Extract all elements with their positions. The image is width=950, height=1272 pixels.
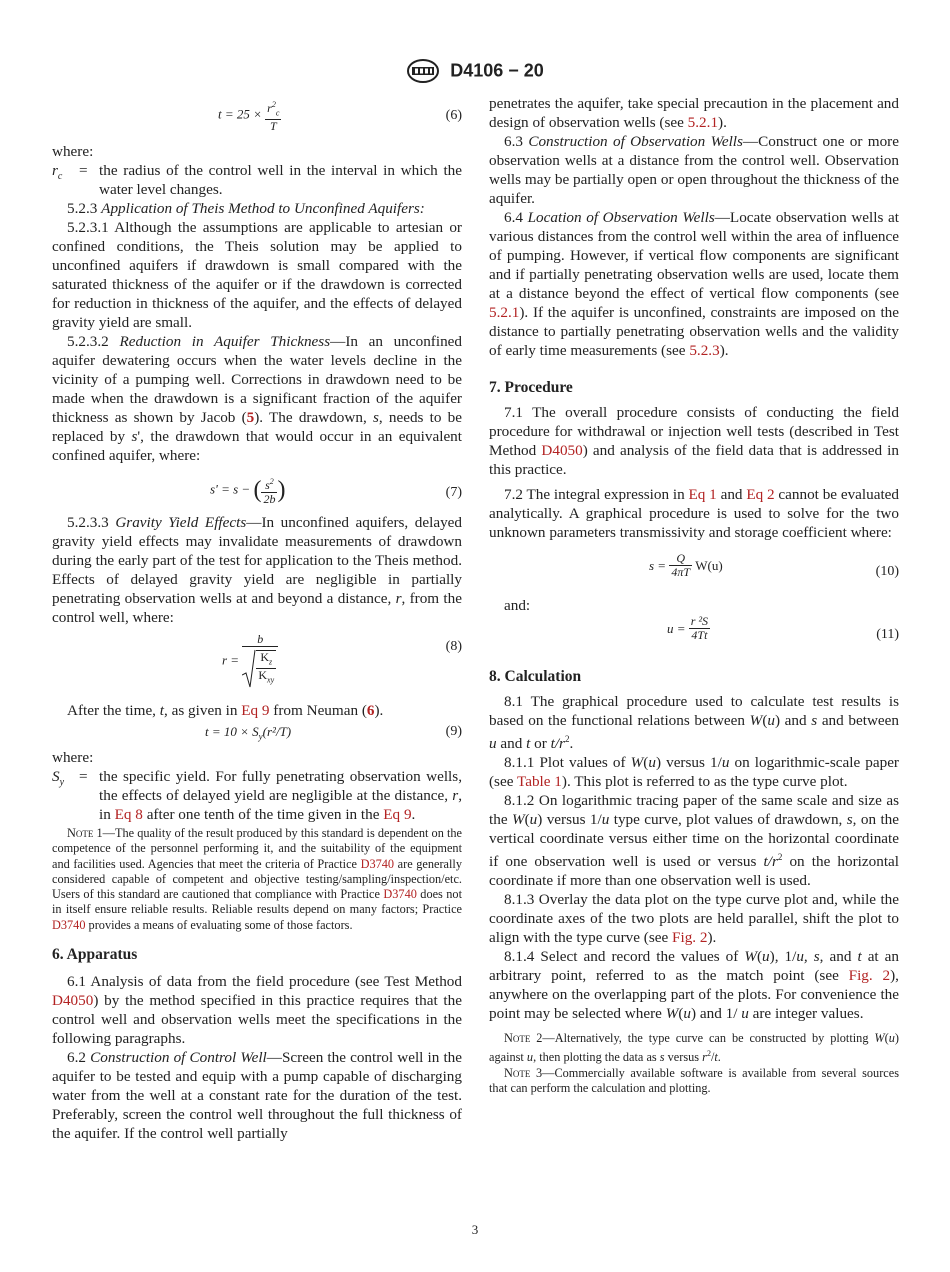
p812-u2: u bbox=[601, 811, 610, 829]
document-designation: D4106 − 20 bbox=[450, 60, 544, 81]
eq7-lhs: s' = s − bbox=[210, 481, 251, 497]
eq8-number: (8) bbox=[445, 639, 462, 654]
para-8-1-3 bbox=[489, 890, 899, 947]
s523-link[interactable]: 5.2.3 bbox=[689, 342, 720, 359]
para-6-1 bbox=[52, 972, 462, 1048]
para-5-2-3-2 bbox=[52, 332, 462, 465]
eq8-lhs: r = bbox=[222, 652, 240, 668]
p72-a: 7.2 The integral expression in bbox=[504, 486, 689, 503]
note-2 bbox=[489, 1031, 899, 1066]
note2-f: / bbox=[710, 1050, 715, 1065]
p5232-num: 5.2.3.2 bbox=[67, 333, 109, 350]
p81-d: and between bbox=[817, 712, 899, 729]
p811-d: on logarithmic-scale paper (see bbox=[489, 754, 899, 791]
p811-w: W bbox=[630, 754, 644, 772]
d3740-link-1[interactable]: D3740 bbox=[360, 856, 395, 871]
p814-i: ) and 1/ bbox=[691, 1005, 742, 1023]
equation-11 bbox=[489, 615, 899, 655]
eq6-fraction bbox=[265, 98, 281, 133]
p814-c: ), 1/ bbox=[769, 948, 797, 966]
para-6-3 bbox=[489, 132, 899, 208]
eq8-kxy-sub: xy bbox=[267, 675, 275, 685]
p812-b: ( bbox=[524, 811, 530, 829]
note2-u: u bbox=[888, 1031, 895, 1046]
p814-a: 8.1.4 Select and record the values of bbox=[504, 948, 745, 966]
p61-b: ) by the method specified in this practice requires that the control well and observation wells meet the specifications in the following paragraphs. bbox=[52, 992, 462, 1048]
def-sy-sym: S bbox=[52, 768, 60, 785]
p814-e: , and bbox=[819, 948, 858, 966]
s521-link-1[interactable]: 5.2.1 bbox=[687, 114, 719, 131]
p5233-title: Gravity Yield Effects bbox=[115, 514, 247, 531]
p64-b: ). If the aquifer is unconfined, constraints are imposed on the distance to partially penetrating observation wells and the validity of early time measurements (see bbox=[489, 304, 899, 359]
note2-sup: 2 bbox=[706, 1049, 711, 1059]
p5232-s: s bbox=[372, 409, 379, 426]
p812-s: s bbox=[846, 811, 853, 829]
section-7-heading: 7. Procedure bbox=[489, 379, 573, 396]
where-label-1: where: bbox=[52, 143, 94, 160]
note2-a: 2—Alternatively, the type curve can be constructed by plotting bbox=[530, 1031, 875, 1046]
eq1-link[interactable]: Eq 1 bbox=[688, 486, 717, 503]
p814-w: W bbox=[744, 948, 757, 966]
eq9-sub: y bbox=[258, 731, 263, 742]
p5232-sp: s bbox=[131, 428, 138, 445]
p812-c: ) versus 1/ bbox=[537, 811, 602, 829]
note2-e: versus bbox=[664, 1050, 703, 1065]
para-8-1-1 bbox=[489, 753, 899, 791]
def-rc-eq: = bbox=[79, 162, 88, 179]
eq6-lhs: t = 25 × bbox=[218, 106, 262, 122]
equation-9 bbox=[52, 720, 462, 744]
p64-num: 6.4 bbox=[504, 209, 523, 226]
p812-a: 8.1.2 On logarithmic tracing paper of the same scale and size as the bbox=[489, 792, 899, 829]
p812-w: W bbox=[511, 811, 525, 829]
right-column bbox=[489, 94, 899, 1096]
eq10-rhs: W(u) bbox=[695, 558, 723, 573]
p72-c: cannot be evaluated analytically. A graphical procedure is used to solve for the two unknown parameters transmissivity and storage coefficient where: bbox=[489, 486, 900, 541]
p5233-r: r bbox=[395, 590, 402, 607]
para-5-2-3-1: 5.2.3.1 Although the assumptions are applicable to artesian or confined conditions, the Theis solution may be applied to unconfined aquifers if drawdown is small compared with the saturated thickness of the aquifer or if the drawdown is corrected for reduction in thickness of the aquifer, and the effects of delayed gravity yield are small. bbox=[52, 219, 462, 331]
p812-e: , on the vertical coordinate versus either time on the horizontal coordinate if one observation well is used or versus bbox=[489, 811, 899, 871]
p81-t: t bbox=[526, 735, 531, 753]
p811-u: u bbox=[648, 754, 656, 772]
note3-text: 3—Commercially available software is available from several sources that can perform the calculation and plotting. bbox=[489, 1065, 899, 1096]
p811-c: ) versus 1/ bbox=[655, 754, 722, 772]
p81-sup: 2 bbox=[564, 734, 570, 744]
eq6-number: (6) bbox=[445, 108, 462, 123]
para-8-1-4 bbox=[489, 947, 899, 1023]
p811-a: 8.1.1 Plot values of bbox=[504, 754, 631, 772]
note2-d: , then plotting the data as bbox=[533, 1050, 660, 1065]
note-3 bbox=[489, 1066, 899, 1097]
para-8-1-2 bbox=[489, 791, 899, 890]
p814-j: are integer values. bbox=[748, 1005, 864, 1023]
after-b: , as given in bbox=[164, 702, 242, 719]
para-5-2-3 bbox=[52, 199, 462, 218]
def-sy-a: the specific yield. For fully penetrating observation wells, the effects of delayed yield are negligible at the distance, bbox=[99, 768, 462, 804]
equation-8 bbox=[52, 633, 462, 701]
definition-rc bbox=[52, 161, 462, 199]
p61-a: 6.1 Analysis of data from the field procedure (see Test Method bbox=[67, 973, 462, 991]
ref-5-link[interactable]: 5 bbox=[246, 409, 255, 426]
p812-f: on the horizontal coordinate if more than one observation well is used. bbox=[489, 853, 899, 890]
p64-c: ). bbox=[719, 342, 729, 359]
p63-title: Construction of Observation Wells bbox=[528, 133, 743, 150]
eq10-den: 4πT bbox=[671, 565, 691, 579]
after-t: t bbox=[159, 702, 165, 719]
equation-7 bbox=[52, 469, 462, 513]
def-sy-r: r bbox=[452, 787, 459, 804]
eq6-den: T bbox=[269, 119, 277, 134]
page-header bbox=[0, 58, 950, 84]
p81-w: W bbox=[749, 712, 763, 729]
para-5-2-3-3 bbox=[52, 513, 462, 627]
p64-a: —Locate observation wells at various distances from the control well within the area of influence of pumping. However, if vertical flow components are significant and if partially penetrating observation wells are used, locate them at a distance beyond the effect of vertical flow components (see bbox=[489, 209, 899, 302]
section-8-heading: 8. Calculation bbox=[489, 668, 582, 685]
note1-a: 1—The quality of the result produced by this standard is dependent on the competence of the personnel performing it, and the suitability of the equipment and facilities used. Agencies that meet the criteria of Practice bbox=[52, 826, 462, 871]
fig2-link-1[interactable]: Fig. 2 bbox=[672, 929, 708, 947]
eq10-number: (10) bbox=[875, 564, 899, 579]
definition-sy bbox=[52, 767, 462, 824]
after-a: After the time, bbox=[67, 702, 160, 719]
pcont-a: penetrates the aquifer, take special precaution in the placement and design of observation wells (see bbox=[489, 95, 899, 131]
astm-logo-icon bbox=[406, 58, 440, 84]
p81-e: and bbox=[496, 735, 527, 753]
s521-link-2[interactable]: 5.2.1 bbox=[489, 304, 520, 321]
p814-t: t bbox=[857, 948, 862, 966]
eq11-den: 4Tt bbox=[691, 628, 708, 642]
eq7-fraction bbox=[261, 475, 277, 506]
eq8-kz: K bbox=[260, 650, 269, 664]
p5232-a: —In an unconfined aquifer dewatering occurs when the water levels decline in the vicinity of a pumping well. Corrections in drawdown need to be made when the drawdown is a significant fraction of the aquifer thickness as shown by Jacob ( bbox=[52, 333, 463, 426]
p63-text: —Construct one or more observation wells at a distance from the control well. Observation wells may be partially open or open throughout the thickness of the aquifer. bbox=[489, 133, 899, 207]
def-sy-d: . bbox=[411, 806, 416, 823]
eq10-num: Q bbox=[669, 552, 692, 566]
p814-u: u bbox=[762, 948, 770, 966]
p64-title: Location of Observation Wells bbox=[527, 209, 715, 226]
p814-f: at an arbitrary point, referred to as the match point (see bbox=[489, 948, 900, 985]
p81-s: s bbox=[811, 712, 818, 729]
note2-t: t bbox=[714, 1050, 718, 1065]
p81-u2: u bbox=[489, 735, 497, 753]
p5233-a: —In unconfined aquifers, delayed gravity yield effects may invalidate measurements of drawdown during the early part of the test for application to the Theis method. Effects of delayed gravity yield are negligible in partially penetrating observation wells at and beyond a distance, bbox=[52, 514, 462, 607]
d3740-link-3[interactable]: D3740 bbox=[52, 917, 86, 932]
note2-u2: u bbox=[526, 1050, 534, 1065]
eq9-body: t = 10 × S bbox=[205, 724, 259, 739]
note3-label: Note bbox=[504, 1065, 531, 1080]
para-7-1 bbox=[489, 403, 899, 479]
p62-num: 6.2 bbox=[67, 1049, 86, 1067]
p72-b: and bbox=[716, 486, 747, 503]
para-6-2 bbox=[52, 1048, 462, 1143]
p523-title: Application of Theis Method to Unconfined Aquifers: bbox=[101, 200, 425, 217]
eq6-num-sub: c bbox=[275, 108, 280, 118]
eq8-fraction bbox=[242, 633, 278, 687]
eq7-num-sup: 2 bbox=[269, 477, 274, 486]
def-sy-c: after one tenth of the time given in the bbox=[142, 806, 384, 823]
eq11-number: (11) bbox=[876, 627, 899, 642]
equation-10 bbox=[489, 548, 899, 592]
def-sy-eq: = bbox=[79, 768, 88, 785]
d4050-link-1[interactable]: D4050 bbox=[52, 992, 94, 1010]
p81-b: ( bbox=[762, 712, 768, 729]
def-rc-text: the radius of the control well in the interval in which the water level changes. bbox=[99, 162, 462, 198]
section-6-heading: 6. Apparatus bbox=[52, 946, 138, 964]
p813-a: 8.1.3 Overlay the data plot on the type curve plot and, while the coordinate axes of the two plots are held parallel, shift the plot to align with the type curve (see bbox=[489, 891, 899, 947]
p5233-b: , from the control well, where: bbox=[52, 590, 462, 626]
p814-h: ( bbox=[678, 1005, 684, 1023]
para-after-time bbox=[52, 701, 462, 720]
note2-g: . bbox=[717, 1050, 721, 1065]
p62-title: Construction of Control Well bbox=[90, 1049, 267, 1067]
p814-g: ), anywhere on the overlapping part of the plots. For convenience the point may be selected where bbox=[489, 967, 899, 1023]
p71-a: 7.1 The overall procedure consists of conducting the field procedure for withdrawal or injection well tests (described in Test Method bbox=[489, 404, 899, 459]
p62-text: —Screen the control well in the aquifer to be tested and equip with a pump capable of discharging water from the well at a constant rate for the duration of the test. Preferably, screen the control well throughout the full thickness of the aquifer. If the control well partially bbox=[52, 1049, 463, 1143]
eq9-link-2[interactable]: Eq 9 bbox=[383, 806, 412, 823]
p814-u2: u, bbox=[796, 948, 808, 966]
eq9-number: (9) bbox=[445, 724, 462, 739]
p5232-b: ). The drawdown, bbox=[254, 409, 373, 426]
para-7-2 bbox=[489, 485, 899, 542]
p813-b: ). bbox=[707, 929, 717, 947]
p81-u: u bbox=[767, 712, 775, 729]
eq2-link[interactable]: Eq 2 bbox=[746, 486, 775, 503]
eq7-number: (7) bbox=[445, 485, 462, 500]
p81-a: 8.1 The graphical procedure used to calculate test results is based on the functional relations between bbox=[489, 693, 899, 729]
note1-b: are generally considered capable of competent and objective testing/sampling/inspection/etc. Users of this standard are cautioned that compliance with Practice bbox=[52, 856, 462, 902]
eq7-lparen: ( bbox=[253, 477, 262, 503]
p71-b: ) and analysis of the field data that is addressed in this practice. bbox=[489, 442, 899, 478]
fig2-link-2[interactable]: Fig. 2 bbox=[848, 967, 891, 985]
ref-6-link[interactable]: 6 bbox=[366, 702, 375, 719]
p814-s: s bbox=[813, 948, 820, 966]
eq8-link[interactable]: Eq 8 bbox=[114, 806, 143, 823]
table1-link[interactable]: Table 1 bbox=[516, 773, 562, 791]
eq8-num: b bbox=[242, 633, 278, 647]
after-d: ). bbox=[374, 702, 384, 719]
eq11-fraction bbox=[689, 615, 710, 642]
p523-num: 5.2.3 bbox=[67, 200, 98, 217]
def-rc-sym: r bbox=[52, 162, 58, 179]
p63-num: 6.3 bbox=[504, 133, 523, 150]
p5232-c: , needs to be replaced by bbox=[52, 409, 462, 445]
p81-g: . bbox=[569, 735, 574, 753]
d4050-link-2[interactable]: D4050 bbox=[541, 442, 583, 459]
eq6-num: r bbox=[267, 101, 272, 115]
eq8-kxy: K bbox=[258, 668, 268, 683]
pcont-b: ). bbox=[718, 114, 727, 131]
para-8-1 bbox=[489, 692, 899, 753]
p814-w2: W bbox=[665, 1005, 679, 1023]
note1-label: Note bbox=[67, 826, 94, 840]
p811-b: ( bbox=[643, 754, 649, 772]
p811-e: ). This plot is referred to as the type curve plot. bbox=[561, 773, 848, 791]
after-c: from Neuman ( bbox=[269, 702, 367, 719]
p812-u: u bbox=[529, 811, 538, 829]
note2-c: ) against bbox=[489, 1031, 899, 1065]
def-rc-sub: c bbox=[57, 171, 63, 183]
p5233-num: 5.2.3.3 bbox=[67, 514, 109, 531]
p812-sup: 2 bbox=[777, 852, 783, 863]
note2-b: ( bbox=[884, 1031, 889, 1046]
where-label-2: where: bbox=[52, 749, 94, 766]
equation-6 bbox=[52, 94, 462, 134]
sqrt-icon bbox=[242, 649, 256, 689]
page-number: 3 bbox=[471, 1222, 479, 1237]
eq11-lhs: u = bbox=[667, 621, 686, 636]
note1-c: does not in itself ensure reliable results. Reliable results depend on many factors; Practice bbox=[52, 887, 462, 917]
para-6-4 bbox=[489, 208, 899, 360]
p811-u2: u bbox=[721, 754, 730, 772]
eq10-lhs: s = bbox=[649, 558, 667, 573]
note-1 bbox=[52, 826, 462, 933]
eq7-den: 2b bbox=[263, 492, 276, 506]
para-6-2-cont bbox=[489, 94, 899, 132]
eq11-num: r ²S bbox=[690, 614, 709, 628]
eq7-rparen: ) bbox=[277, 477, 286, 503]
p81-f: or bbox=[530, 735, 551, 753]
note2-w: W bbox=[874, 1031, 885, 1046]
eq10-fraction bbox=[669, 552, 692, 579]
p814-u4: u bbox=[741, 1005, 749, 1023]
eq7-num: s bbox=[265, 478, 270, 492]
p814-b: ( bbox=[756, 948, 763, 966]
note2-s: s bbox=[659, 1050, 665, 1065]
eq9-link[interactable]: Eq 9 bbox=[241, 702, 270, 719]
p814-u3: u bbox=[683, 1005, 692, 1023]
note2-r: r bbox=[702, 1050, 707, 1065]
p5232-title: Reduction in Aquifer Thickness bbox=[119, 333, 331, 350]
p812-d: type curve, plot values of drawdown, bbox=[609, 811, 847, 829]
p81-tr: t/r bbox=[550, 735, 565, 753]
def-sy-b: , in bbox=[99, 787, 462, 823]
def-sy-sub: y bbox=[59, 777, 65, 789]
eq9-paren: (r²/T) bbox=[262, 724, 292, 739]
and-label: and: bbox=[504, 597, 531, 614]
eq8-kz-sub: z bbox=[269, 657, 273, 667]
d3740-link-2[interactable]: D3740 bbox=[383, 887, 417, 902]
p812-tr: t/r bbox=[763, 853, 778, 871]
p81-c: ) and bbox=[774, 712, 812, 729]
note1-d: provides a means of evaluating some of those factors. bbox=[85, 917, 353, 932]
note2-label: Note bbox=[504, 1031, 531, 1046]
eq6-num-sup: 2 bbox=[271, 100, 276, 109]
left-column bbox=[52, 94, 462, 1143]
p5232-d: ', the drawdown that would occur in an equivalent confined aquifer, where: bbox=[52, 428, 462, 464]
